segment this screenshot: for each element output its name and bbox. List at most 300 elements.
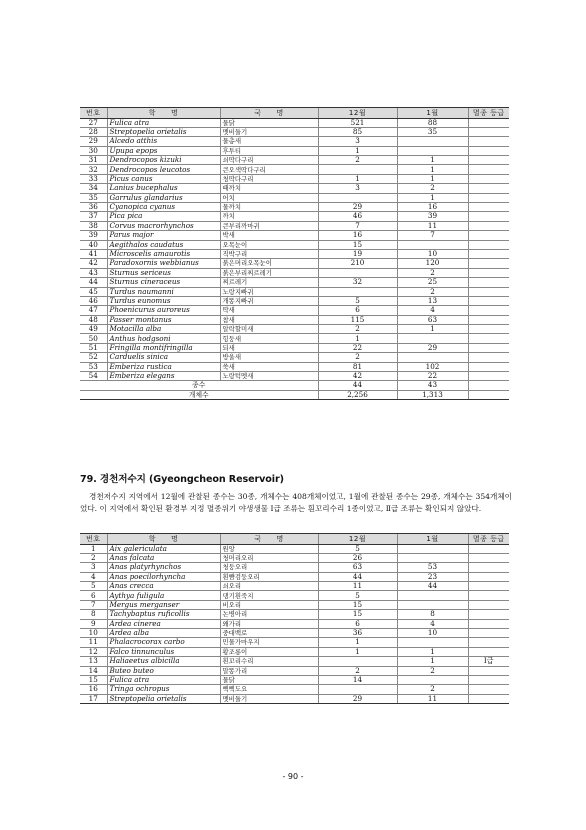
endangered-grade: [468, 685, 509, 694]
gyeongcheon-species-table: [80, 533, 509, 704]
table-row: [80, 553, 509, 562]
january-count: 39: [397, 212, 468, 221]
column-header: 1월: [397, 534, 468, 545]
row-number: 7: [80, 600, 107, 609]
row-number: 29: [80, 137, 107, 146]
january-total: 1,313: [397, 390, 468, 399]
row-number: 15: [80, 675, 107, 684]
scientific-name: Fringilla montifringilla: [107, 343, 220, 352]
endangered-grade: [468, 629, 509, 638]
row-number: 17: [80, 694, 107, 703]
scientific-name: Emberiza rustica: [107, 362, 220, 371]
table-row: [80, 582, 509, 591]
december-count: 44: [318, 572, 397, 581]
scientific-name: Fulica atra: [107, 118, 220, 127]
row-number: 41: [80, 249, 107, 258]
endangered-grade: [468, 174, 509, 183]
december-count: 19: [318, 249, 397, 258]
table-row: [80, 372, 509, 381]
december-count: [318, 268, 397, 277]
column-header: 학 명: [107, 534, 220, 545]
january-count: [397, 638, 468, 647]
korean-name: 힝둥새: [220, 334, 318, 343]
endangered-grade: [468, 249, 509, 258]
row-number: 49: [80, 325, 107, 334]
row-number: 36: [80, 203, 107, 212]
scientific-name: Motacilla alba: [107, 325, 220, 334]
december-count: 36: [318, 629, 397, 638]
december-count: 1: [318, 174, 397, 183]
korean-name: 말똥가리: [220, 666, 318, 675]
korean-name: 큰부리까마귀: [220, 221, 318, 230]
endangered-grade: [468, 553, 509, 562]
scientific-name: Mergus merganser: [107, 600, 220, 609]
row-number: 14: [80, 666, 107, 675]
korean-name: 때까치: [220, 184, 318, 193]
endangered-grade: [468, 184, 509, 193]
table-row: [80, 184, 509, 193]
endangered-grade: [468, 544, 509, 553]
january-count: 11: [397, 694, 468, 703]
january-count: 44: [397, 582, 468, 591]
table-row: [80, 315, 509, 324]
table-row: [80, 544, 509, 553]
scientific-name: Aix galericulata: [107, 544, 220, 553]
korean-name: 황조롱이: [220, 647, 318, 656]
table-row: [80, 572, 509, 581]
korean-name: 어치: [220, 193, 318, 202]
scientific-name: Paradoxornis webbianus: [107, 259, 220, 268]
december-count: 85: [318, 127, 397, 136]
endangered-grade: [468, 619, 509, 628]
scientific-name: Lanius bucephalus: [107, 184, 220, 193]
column-header: 12월: [318, 534, 397, 545]
january-count: 7: [397, 231, 468, 240]
table-row: [80, 278, 509, 287]
endangered-grade: [468, 287, 509, 296]
endangered-grade: [468, 362, 509, 371]
row-number: 50: [80, 334, 107, 343]
korean-name: 물까치: [220, 203, 318, 212]
december-count: 2: [318, 156, 397, 165]
row-number: 45: [80, 287, 107, 296]
table-row: [80, 638, 509, 647]
table-row: [80, 127, 509, 136]
december-count: 5: [318, 544, 397, 553]
table-row: [80, 240, 509, 249]
december-count: 46: [318, 212, 397, 221]
column-header: 학 명: [107, 108, 220, 119]
korean-name: 멧비둘기: [220, 127, 318, 136]
table-row: [80, 694, 509, 703]
endangered-grade: [468, 278, 509, 287]
row-number: 39: [80, 231, 107, 240]
scientific-name: Sturnus cineraceus: [107, 278, 220, 287]
row-number: 6: [80, 591, 107, 600]
december-count: 16: [318, 231, 397, 240]
january-count: [397, 353, 468, 362]
scientific-name: Upupa epops: [107, 146, 220, 155]
endangered-grade: [468, 221, 509, 230]
species-table-continued: [80, 107, 509, 400]
endangered-grade: [468, 334, 509, 343]
page-number: - 90 -: [282, 772, 304, 781]
january-count: [397, 591, 468, 600]
december-count: 6: [318, 306, 397, 315]
scientific-name: Anas poecilorhyncha: [107, 572, 220, 581]
section-body-text: 경천저수지 지역에서 12월에 관찰된 종수는 30종, 개체수는 408개체이었고, 1월에 관찰된 종수는 29종, 개체수는 354개체이었다. 이 지역에서 확인된 환경부 지정 멸종위기 야생생물 Ⅰ급 조류는 흰꼬리수리 1종이었고, Ⅱ급 조류는 확인되지 않았다.: [80, 492, 512, 514]
row-number: 27: [80, 118, 107, 127]
table-row: [80, 647, 509, 656]
korean-name: 청머리오리: [220, 553, 318, 562]
december-count: 29: [318, 203, 397, 212]
january-count: 23: [397, 572, 468, 581]
korean-name: 멧비둘기: [220, 694, 318, 703]
january-count: 88: [397, 118, 468, 127]
row-number: 35: [80, 193, 107, 202]
table-row: [80, 334, 509, 343]
column-header: 1월: [397, 108, 468, 119]
january-count: 120: [397, 259, 468, 268]
endangered-grade: [468, 306, 509, 315]
endangered-grade: [468, 146, 509, 155]
table-row: [80, 600, 509, 609]
table-row: [80, 203, 509, 212]
endangered-grade: [468, 675, 509, 684]
january-count: 4: [397, 306, 468, 315]
row-number: 53: [80, 362, 107, 371]
table-row: [80, 231, 509, 240]
table-row: [80, 325, 509, 334]
scientific-name: Parus major: [107, 231, 220, 240]
row-number: 31: [80, 156, 107, 165]
january-count: 13: [397, 296, 468, 305]
korean-name: 쇠딱다구리: [220, 156, 318, 165]
korean-name: 청둥오리: [220, 563, 318, 572]
table-row: [80, 156, 509, 165]
january-count: 11: [397, 221, 468, 230]
scientific-name: Corvus macrorhynchos: [107, 221, 220, 230]
table-row: [80, 221, 509, 230]
january-count: [397, 240, 468, 249]
december-count: 2: [318, 325, 397, 334]
endangered-grade: [468, 118, 509, 127]
korean-name: 원앙: [220, 544, 318, 553]
december-count: 42: [318, 372, 397, 381]
january-count: 102: [397, 362, 468, 371]
scientific-name: Alcedo atthis: [107, 137, 220, 146]
endangered-grade: [468, 638, 509, 647]
scientific-name: Tachybaptus ruficollis: [107, 610, 220, 619]
endangered-grade: [468, 372, 509, 381]
row-number: 34: [80, 184, 107, 193]
korean-name: 방울새: [220, 353, 318, 362]
korean-name: 흰꼬리수리: [220, 657, 318, 666]
table-row: [80, 619, 509, 628]
scientific-name: Passer montanus: [107, 315, 220, 324]
row-number: 44: [80, 278, 107, 287]
summary-row: [80, 381, 509, 390]
december-count: 1: [318, 638, 397, 647]
row-number: 16: [80, 685, 107, 694]
january-count: 4: [397, 619, 468, 628]
table-row: [80, 146, 509, 155]
row-number: 30: [80, 146, 107, 155]
january-count: 1: [397, 325, 468, 334]
december-count: 15: [318, 240, 397, 249]
january-count: [397, 544, 468, 553]
december-count: 29: [318, 694, 397, 703]
section-paragraph: [80, 491, 512, 515]
row-number: 10: [80, 629, 107, 638]
scientific-name: Dendrocopos leucotos: [107, 165, 220, 174]
scientific-name: Sturnus sericeus: [107, 268, 220, 277]
december-count: 521: [318, 118, 397, 127]
scientific-name: Aegithalos caudatus: [107, 240, 220, 249]
endangered-grade: [468, 315, 509, 324]
table-body: [80, 544, 509, 704]
korean-name: 붉은부리찌르레기: [220, 268, 318, 277]
scientific-name: Dendrocopos kizuki: [107, 156, 220, 165]
january-count: [397, 146, 468, 155]
scientific-name: Emberiza elegans: [107, 372, 220, 381]
endangered-grade: [468, 572, 509, 581]
korean-name: 후투티: [220, 146, 318, 155]
december-total: 44: [318, 381, 397, 390]
scientific-name: Phalacrocorax carbo: [107, 638, 220, 647]
korean-name: 물닭: [220, 118, 318, 127]
table-row: [80, 165, 509, 174]
row-number: 8: [80, 610, 107, 619]
december-count: 5: [318, 591, 397, 600]
summary-row: [80, 390, 509, 399]
scientific-name: Haliaeetus albicilla: [107, 657, 220, 666]
january-count: 2: [397, 666, 468, 675]
column-header: 멸종 등급: [468, 108, 509, 119]
scientific-name: Aythya fuligula: [107, 591, 220, 600]
scientific-name: Streptopelia orietalis: [107, 694, 220, 703]
scientific-name: Ardea alba: [107, 629, 220, 638]
row-number: 38: [80, 221, 107, 230]
january-count: 1: [397, 174, 468, 183]
endangered-grade: [468, 610, 509, 619]
endangered-grade: [468, 666, 509, 675]
scientific-name: Anas platyrhynchos: [107, 563, 220, 572]
january-count: 1: [397, 647, 468, 656]
table-row: [80, 591, 509, 600]
korean-name: 딱새: [220, 306, 318, 315]
endangered-grade: [468, 647, 509, 656]
december-count: [318, 657, 397, 666]
korean-name: 되새: [220, 343, 318, 352]
january-count: 16: [397, 203, 468, 212]
january-count: 1: [397, 165, 468, 174]
table-row: [80, 675, 509, 684]
row-number: 51: [80, 343, 107, 352]
december-count: 1: [318, 334, 397, 343]
table-row: [80, 212, 509, 221]
row-number: 32: [80, 165, 107, 174]
korean-name: 큰오색딱다구리: [220, 165, 318, 174]
endangered-grade: [468, 212, 509, 221]
december-count: 7: [318, 221, 397, 230]
december-count: [318, 287, 397, 296]
row-number: 37: [80, 212, 107, 221]
table-row: [80, 685, 509, 694]
korean-name: 노랑턱멧새: [220, 372, 318, 381]
row-number: 52: [80, 353, 107, 362]
korean-name: 논병아리: [220, 610, 318, 619]
row-number: 46: [80, 296, 107, 305]
december-count: 26: [318, 553, 397, 562]
korean-name: 민물가마우지: [220, 638, 318, 647]
endangered-grade: [468, 353, 509, 362]
scientific-name: Anthus hodgsoni: [107, 334, 220, 343]
column-header: 번호: [80, 108, 107, 119]
row-number: 13: [80, 657, 107, 666]
table-row: [80, 268, 509, 277]
table-row: [80, 353, 509, 362]
column-header: 멸종 등급: [468, 534, 509, 545]
table-row: [80, 249, 509, 258]
korean-name: 쑥새: [220, 362, 318, 371]
endangered-grade: [468, 165, 509, 174]
january-count: 2: [397, 287, 468, 296]
december-count: 1: [318, 647, 397, 656]
column-header: 국 명: [220, 534, 318, 545]
row-number: 40: [80, 240, 107, 249]
column-header: 국 명: [220, 108, 318, 119]
summary-label: 개체수: [80, 390, 318, 399]
table-row: [80, 193, 509, 202]
row-number: 2: [80, 553, 107, 562]
table-header-row: [80, 108, 509, 119]
january-count: 25: [397, 278, 468, 287]
scientific-name: Microscelis amaurotis: [107, 249, 220, 258]
january-count: 2: [397, 268, 468, 277]
endangered-grade: [468, 127, 509, 136]
korean-name: 찌르레기: [220, 278, 318, 287]
section-title: 79. 경천저수지 (Gyeongcheon Reservoir): [80, 474, 284, 485]
scientific-name: Picus canus: [107, 174, 220, 183]
table-row: [80, 259, 509, 268]
january-count: 53: [397, 563, 468, 572]
january-count: [397, 553, 468, 562]
endangered-grade: [468, 268, 509, 277]
scientific-name: Anas falcata: [107, 553, 220, 562]
endangered-grade: Ⅰ급: [468, 657, 509, 666]
row-number: 43: [80, 268, 107, 277]
endangered-grade: [468, 137, 509, 146]
row-number: 12: [80, 647, 107, 656]
scientific-name: Fulica atra: [107, 675, 220, 684]
table-row: [80, 306, 509, 315]
korean-name: 물닭: [220, 675, 318, 684]
december-count: 3: [318, 184, 397, 193]
december-count: [318, 165, 397, 174]
endangered-grade: [468, 296, 509, 305]
endangered-grade: [468, 325, 509, 334]
endangered-grade: [468, 240, 509, 249]
korean-name: 흰뺨검둥오리: [220, 572, 318, 581]
january-count: 1: [397, 193, 468, 202]
december-count: 32: [318, 278, 397, 287]
korean-name: 직박구리: [220, 249, 318, 258]
table-row: [80, 362, 509, 371]
scientific-name: Turdus naumanni: [107, 287, 220, 296]
scientific-name: Ardea cinerea: [107, 619, 220, 628]
scientific-name: Cyanopica cyanus: [107, 203, 220, 212]
december-count: 2: [318, 353, 397, 362]
december-count: 81: [318, 362, 397, 371]
row-number: 9: [80, 619, 107, 628]
scientific-name: Tringa ochropus: [107, 685, 220, 694]
table-body: [80, 118, 509, 400]
korean-name: 노랑지빠귀: [220, 287, 318, 296]
december-count: 15: [318, 610, 397, 619]
scientific-name: Anas crecca: [107, 582, 220, 591]
korean-name: 삑삑도요: [220, 685, 318, 694]
korean-name: 알락할미새: [220, 325, 318, 334]
january-count: 35: [397, 127, 468, 136]
december-count: 1: [318, 146, 397, 155]
korean-name: 붉은머리오목눈이: [220, 259, 318, 268]
scientific-name: Phoenicurus auroreus: [107, 306, 220, 315]
january-count: 1: [397, 657, 468, 666]
table-row: [80, 657, 509, 666]
korean-name: 물총새: [220, 137, 318, 146]
korean-name: 오목눈이: [220, 240, 318, 249]
scientific-name: Turdus eunomus: [107, 296, 220, 305]
row-number: 33: [80, 174, 107, 183]
december-count: 63: [318, 563, 397, 572]
january-total: 43: [397, 381, 468, 390]
table-row: [80, 563, 509, 572]
table-row: [80, 629, 509, 638]
december-count: 3: [318, 137, 397, 146]
table-row: [80, 343, 509, 352]
row-number: 1: [80, 544, 107, 553]
january-count: 1: [397, 156, 468, 165]
row-number: 42: [80, 259, 107, 268]
row-number: 28: [80, 127, 107, 136]
row-number: 4: [80, 572, 107, 581]
january-count: [397, 137, 468, 146]
scientific-name: Carduelis sinica: [107, 353, 220, 362]
korean-name: 박새: [220, 231, 318, 240]
endangered-grade: [468, 193, 509, 202]
table-row: [80, 118, 509, 127]
january-count: 63: [397, 315, 468, 324]
january-count: [397, 675, 468, 684]
korean-name: 중대백로: [220, 629, 318, 638]
january-count: 10: [397, 249, 468, 258]
table-row: [80, 666, 509, 675]
row-number: 5: [80, 582, 107, 591]
endangered-grade: [468, 231, 509, 240]
table-header-row: [80, 534, 509, 545]
korean-name: 비오리: [220, 600, 318, 609]
december-count: [318, 685, 397, 694]
endangered-grade: [468, 259, 509, 268]
scientific-name: Pica pica: [107, 212, 220, 221]
endangered-grade: [468, 390, 509, 399]
column-header: 번호: [80, 534, 107, 545]
january-count: 2: [397, 685, 468, 694]
endangered-grade: [468, 343, 509, 352]
scientific-name: Streptopelia orietalis: [107, 127, 220, 136]
scientific-name: Falco tinnunculus: [107, 647, 220, 656]
